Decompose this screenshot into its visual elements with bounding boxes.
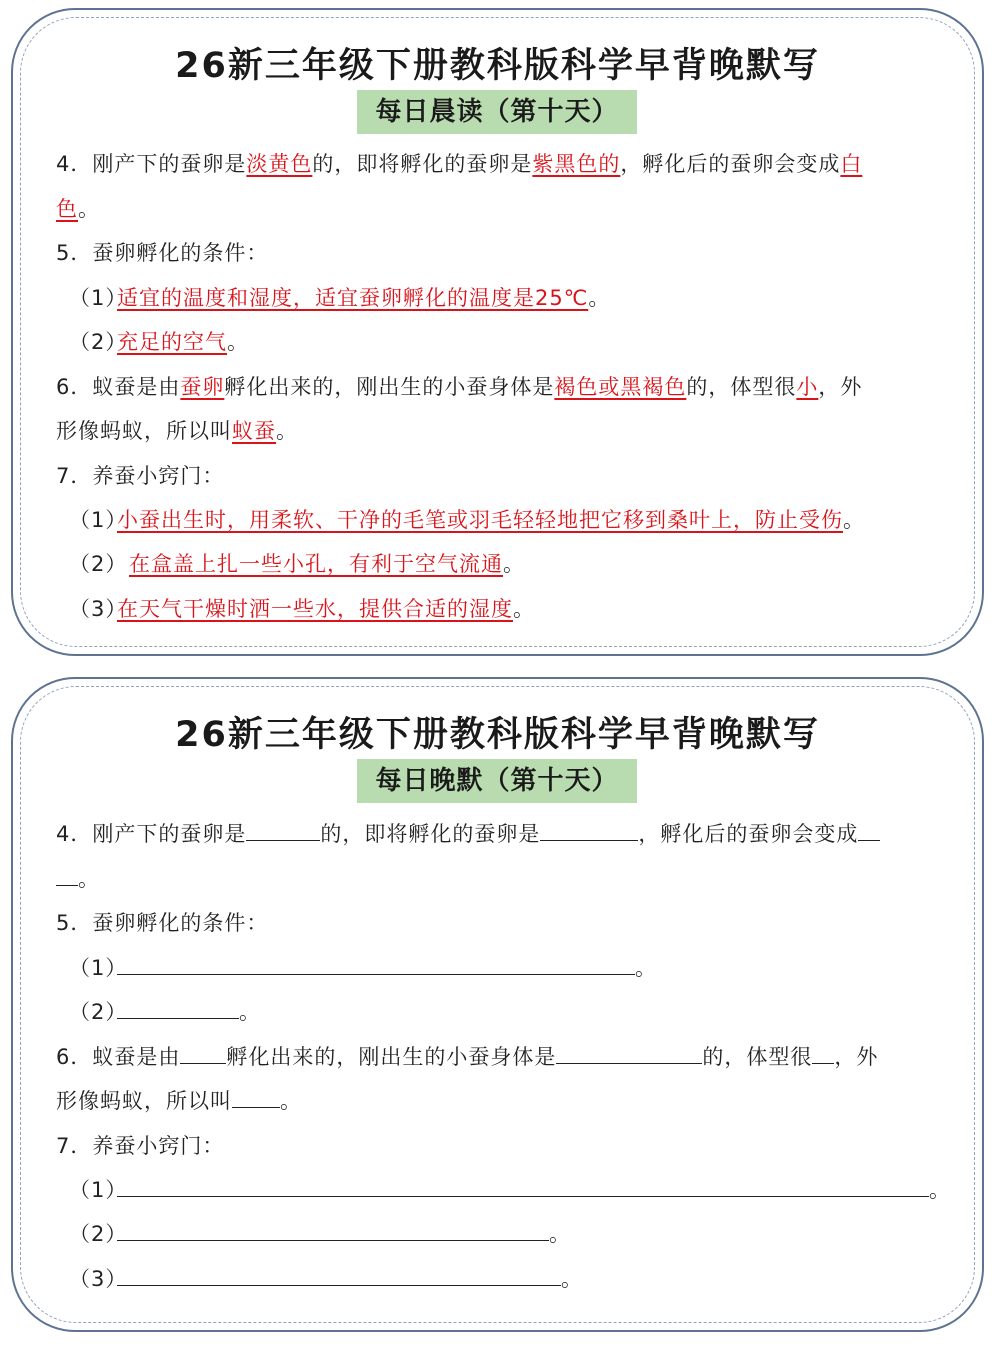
evening-dictation-card bbox=[11, 677, 984, 1332]
q7-item-1-end: 。 bbox=[843, 508, 865, 532]
q7-blank-2[interactable] bbox=[117, 1220, 549, 1241]
question-4-line-1 bbox=[56, 148, 862, 178]
q4-answer-2: 紫黑色的 bbox=[532, 152, 621, 176]
q7-item-2-end: 。 bbox=[549, 1222, 571, 1246]
question-4-line-1 bbox=[56, 818, 880, 848]
q7-item-3-end: 。 bbox=[561, 1267, 583, 1291]
card-title: 26新三年级下册教科版科学早背晚默写 bbox=[175, 715, 820, 755]
q6-text-a: 6．蚁蚕是由 bbox=[56, 375, 181, 399]
q4-answer-3a: 白 bbox=[840, 152, 863, 176]
q6-text-e: 形像蚂蚁，所以叫 bbox=[56, 419, 232, 443]
q4-text-d: 。 bbox=[78, 197, 100, 221]
q7-item-2-end: 。 bbox=[503, 552, 525, 576]
q6-answer-3: 小 bbox=[796, 375, 819, 399]
q7-item-3-number: （3） bbox=[69, 597, 128, 621]
q4-text-d: 。 bbox=[78, 867, 100, 891]
q7-item-3-end: 。 bbox=[513, 597, 535, 621]
q7-item-2-number: （2） bbox=[69, 1222, 128, 1246]
q7-item-2-number: （2） bbox=[69, 552, 128, 576]
q4-answer-1: 淡黄色 bbox=[246, 152, 313, 176]
q4-text-a: 4．刚产下的蚕卵是 bbox=[56, 152, 247, 176]
q7-answer-1: 小蚕出生时，用柔软、干净的毛笔或羽毛轻轻地把它移到桑叶上，防止受伤 bbox=[117, 508, 843, 532]
q6-text-a: 6．蚁蚕是由 bbox=[56, 1045, 181, 1069]
q6-answer-4: 蚁蚕 bbox=[232, 419, 276, 443]
q6-text-b: 孵化出来的，刚出生的小蚕身体是 bbox=[224, 375, 555, 399]
q4-blank-1[interactable] bbox=[246, 820, 320, 841]
q7-item-2 bbox=[69, 548, 525, 578]
q4-answer-3b: 色 bbox=[56, 197, 78, 221]
question-6-line-1 bbox=[56, 371, 862, 401]
q5-item-2 bbox=[69, 996, 261, 1026]
question-6-line-2 bbox=[56, 415, 298, 445]
q5-blank-2[interactable] bbox=[117, 998, 239, 1019]
q6-text-c: 的，体型很 bbox=[686, 375, 797, 399]
question-6-line-2 bbox=[56, 1085, 302, 1115]
q7-item-3 bbox=[69, 593, 535, 623]
q7-item-1-number: （1） bbox=[69, 1178, 128, 1202]
q5-item-1-number: （1） bbox=[69, 956, 128, 980]
q6-answer-2: 褐色或黑褐色 bbox=[554, 375, 687, 399]
q7-answer-3: 在天气干燥时洒一些水，提供合适的湿度 bbox=[117, 597, 513, 621]
question-5-heading: 5．蚕卵孵化的条件： bbox=[56, 241, 269, 265]
q6-answer-1: 蚕卵 bbox=[180, 375, 225, 399]
q7-item-2 bbox=[69, 1218, 571, 1248]
question-5-heading: 5．蚕卵孵化的条件： bbox=[56, 911, 269, 935]
q4-blank-3b[interactable] bbox=[56, 865, 78, 886]
q6-blank-1[interactable] bbox=[180, 1043, 226, 1064]
q6-blank-4[interactable] bbox=[232, 1087, 280, 1108]
q6-blank-2[interactable] bbox=[556, 1043, 702, 1064]
question-6-line-1 bbox=[56, 1041, 878, 1071]
q5-item-1-end: 。 bbox=[588, 286, 611, 310]
q5-item-1-end: 。 bbox=[635, 956, 657, 980]
question-4-line-2 bbox=[56, 193, 100, 223]
q7-item-1-number: （1） bbox=[69, 508, 128, 532]
q6-text-c: 的，体型很 bbox=[702, 1045, 813, 1069]
morning-subtitle-banner: 每日晨读（第十天） bbox=[357, 90, 637, 134]
q5-answer-2: 充足的空气 bbox=[117, 330, 227, 354]
q5-item-2 bbox=[69, 326, 249, 356]
q5-item-1-number: （1） bbox=[69, 286, 128, 310]
question-7-heading: 7．养蚕小窍门： bbox=[56, 1134, 225, 1158]
q6-text-e: 形像蚂蚁，所以叫 bbox=[56, 1089, 232, 1113]
q5-item-2-end: 。 bbox=[227, 330, 249, 354]
q5-item-1 bbox=[69, 282, 610, 312]
q4-blank-2[interactable] bbox=[540, 820, 638, 841]
card-title: 26新三年级下册教科版科学早背晚默写 bbox=[175, 46, 820, 86]
q5-item-2-number: （2） bbox=[69, 330, 128, 354]
q4-text-a: 4．刚产下的蚕卵是 bbox=[56, 822, 247, 846]
q6-text-b: 孵化出来的，刚出生的小蚕身体是 bbox=[226, 1045, 557, 1069]
q5-item-2-end: 。 bbox=[239, 1000, 261, 1024]
q6-text-d: ，外 bbox=[818, 375, 863, 399]
morning-reading-card bbox=[11, 8, 984, 656]
q4-text-c: ，孵化后的蚕卵会变成 bbox=[638, 822, 859, 846]
q7-item-3-number: （3） bbox=[69, 1267, 128, 1291]
q5-item-2-number: （2） bbox=[69, 1000, 128, 1024]
q5-blank-1[interactable] bbox=[117, 954, 635, 975]
q4-text-b: 的，即将孵化的蚕卵是 bbox=[320, 822, 541, 846]
q7-item-1 bbox=[69, 504, 865, 534]
q4-blank-3a[interactable] bbox=[858, 820, 880, 841]
q7-item-3 bbox=[69, 1263, 583, 1293]
q6-blank-3[interactable] bbox=[812, 1043, 834, 1064]
q7-item-1-end: 。 bbox=[929, 1178, 951, 1202]
q6-text-d: ，外 bbox=[834, 1045, 879, 1069]
q6-text-f: 。 bbox=[280, 1089, 302, 1113]
q6-text-f: 。 bbox=[276, 419, 298, 443]
q5-item-1 bbox=[69, 952, 657, 982]
q7-item-1 bbox=[69, 1174, 951, 1204]
q4-text-c: ，孵化后的蚕卵会变成 bbox=[620, 152, 841, 176]
question-4-line-2 bbox=[56, 863, 100, 893]
question-7-heading: 7．养蚕小窍门： bbox=[56, 464, 225, 488]
q4-text-b: 的，即将孵化的蚕卵是 bbox=[312, 152, 533, 176]
evening-subtitle-banner: 每日晚默（第十天） bbox=[357, 759, 637, 803]
q7-blank-1[interactable] bbox=[117, 1176, 929, 1197]
q7-blank-3[interactable] bbox=[117, 1265, 561, 1286]
q7-answer-2: 在盒盖上扎一些小孔，有利于空气流通 bbox=[129, 552, 503, 576]
q5-answer-1: 适宜的温度和湿度，适宜蚕卵孵化的温度是25℃ bbox=[117, 286, 589, 310]
